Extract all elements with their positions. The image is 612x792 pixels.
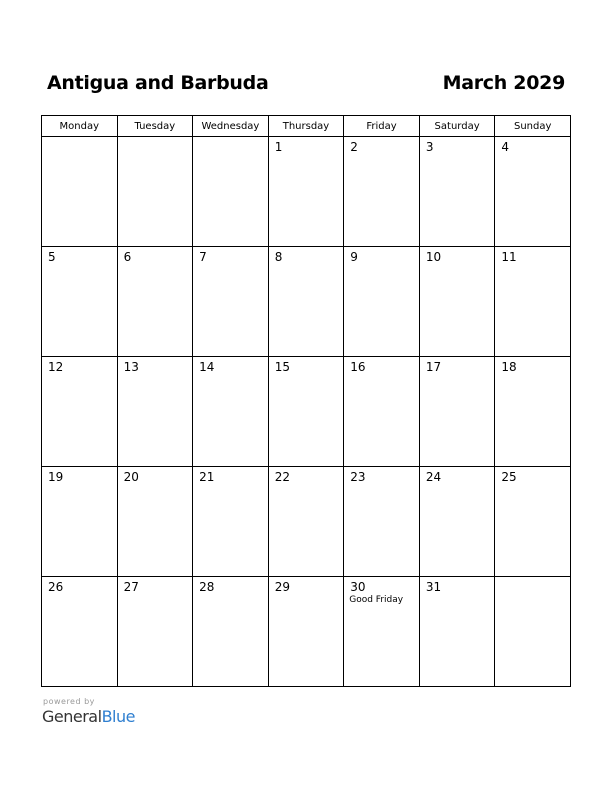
day-cell [344, 577, 420, 687]
day-number: 28 [199, 580, 215, 594]
month-title: March 2029 [442, 72, 565, 94]
day-number: 4 [501, 140, 510, 154]
day-cell [419, 137, 495, 247]
weekday-friday: Friday [344, 116, 420, 137]
country-title: Antigua and Barbuda [47, 72, 269, 94]
day-cell [344, 357, 420, 467]
day-cell [193, 357, 269, 467]
weekday-saturday: Saturday [419, 116, 495, 137]
day-cell [42, 577, 118, 687]
week-row [42, 467, 571, 577]
day-cell [344, 247, 420, 357]
day-cell [268, 137, 344, 247]
day-cell [344, 467, 420, 577]
powered-by-label: powered by [43, 697, 95, 706]
brand-general: General [42, 707, 102, 726]
day-cell [419, 467, 495, 577]
day-number: 11 [501, 250, 517, 264]
day-number: 16 [350, 360, 366, 374]
day-number: 17 [425, 360, 442, 374]
weekday-monday: Monday [42, 116, 118, 137]
day-number: 15 [274, 360, 290, 374]
day-cell [268, 357, 344, 467]
brand-blue: Blue [101, 707, 135, 726]
day-number: 9 [350, 250, 358, 264]
day-cell [193, 467, 269, 577]
day-number: 10 [425, 250, 442, 264]
day-cell [117, 137, 193, 247]
day-number: 27 [123, 580, 139, 594]
week-row [42, 247, 571, 357]
day-number: 7 [199, 250, 207, 264]
weekday-sunday: Sunday [495, 116, 571, 137]
day-number: 13 [123, 360, 139, 374]
weekday-tuesday: Tuesday [117, 116, 193, 137]
day-cell [193, 247, 269, 357]
day-number: 1 [274, 140, 283, 154]
day-number: 31 [425, 580, 442, 594]
day-number: 3 [425, 140, 434, 154]
day-number: 6 [123, 250, 132, 264]
day-number: 18 [501, 360, 517, 374]
day-cell [193, 137, 269, 247]
holiday-label: Good Friday [349, 595, 404, 605]
generalblue-logo [42, 707, 135, 726]
day-number: 24 [425, 470, 442, 484]
week-row [42, 137, 571, 247]
day-number: 22 [274, 470, 290, 484]
weekday-wednesday: Wednesday [193, 116, 269, 137]
day-cell [117, 247, 193, 357]
day-cell [42, 247, 118, 357]
day-cell [42, 137, 118, 247]
day-number: 21 [199, 470, 215, 484]
day-number: 12 [48, 360, 64, 374]
day-cell [495, 247, 571, 357]
day-cell [117, 467, 193, 577]
day-cell [344, 137, 420, 247]
weekday-thursday: Thursday [268, 116, 344, 137]
day-number: 25 [501, 470, 517, 484]
day-cell [495, 577, 571, 687]
calendar-grid [41, 115, 571, 687]
day-cell [268, 467, 344, 577]
day-cell [495, 137, 571, 247]
day-cell [495, 357, 571, 467]
day-number: 30 [350, 580, 366, 594]
day-number: 5 [48, 250, 56, 264]
day-number: 14 [199, 360, 215, 374]
day-cell [42, 357, 118, 467]
week-row [42, 357, 571, 467]
day-number: 20 [123, 470, 139, 484]
day-cell [193, 577, 269, 687]
day-cell [495, 467, 571, 577]
day-cell [42, 467, 118, 577]
day-cell [117, 357, 193, 467]
day-number: 8 [274, 250, 283, 264]
day-cell [419, 247, 495, 357]
day-number: 19 [48, 470, 64, 484]
day-number: 29 [274, 580, 290, 594]
day-cell [268, 577, 344, 687]
weekday-header-row [42, 116, 571, 137]
day-number: 2 [350, 140, 358, 154]
week-row [42, 577, 571, 687]
day-cell [419, 577, 495, 687]
day-cell [117, 577, 193, 687]
day-number: 26 [48, 580, 64, 594]
day-number: 23 [350, 470, 366, 484]
day-cell [419, 357, 495, 467]
day-cell [268, 247, 344, 357]
